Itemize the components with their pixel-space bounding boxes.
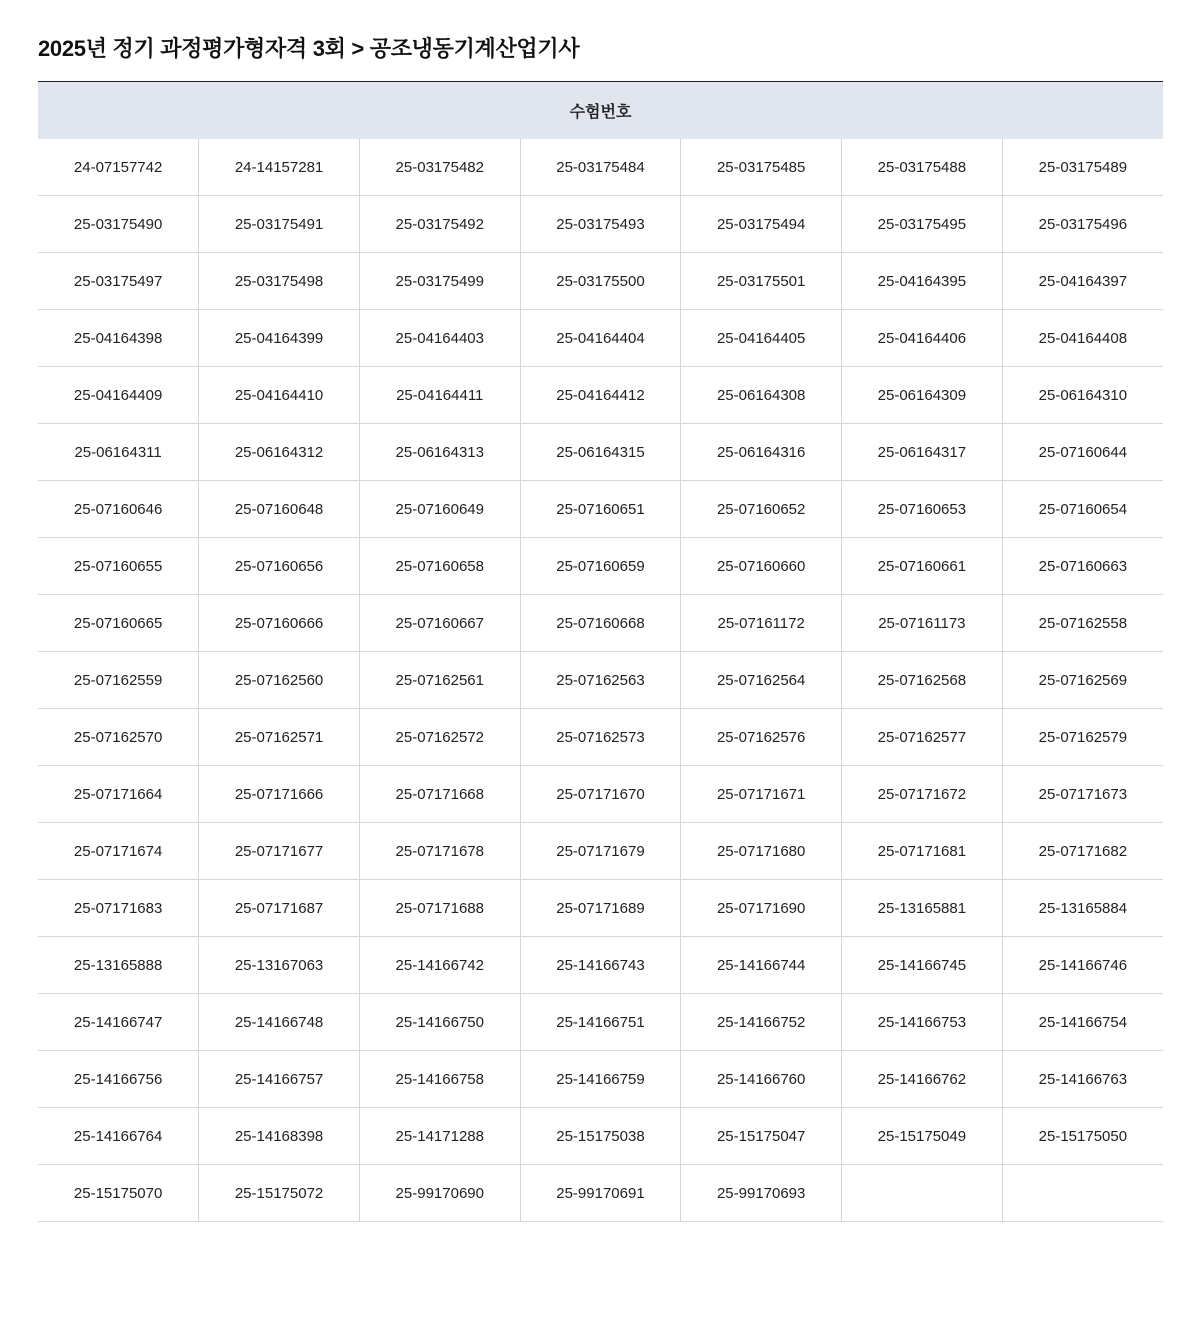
exam-number-cell: 25-07160644 (1002, 424, 1163, 481)
exam-number-cell: 25-03175491 (199, 196, 360, 253)
exam-number-cell: 25-15175047 (681, 1108, 842, 1165)
exam-number-cell: 25-14166746 (1002, 937, 1163, 994)
exam-number-cell: 25-15175072 (199, 1165, 360, 1222)
exam-number-table (38, 81, 1163, 1222)
exam-number-cell: 25-13165884 (1002, 880, 1163, 937)
exam-number-cell: 25-14166745 (842, 937, 1003, 994)
exam-number-cell: 25-15175070 (38, 1165, 199, 1222)
exam-number-cell: 25-07160655 (38, 538, 199, 595)
exam-number-cell: 25-07160653 (842, 481, 1003, 538)
exam-number-cell: 25-07160649 (359, 481, 520, 538)
exam-number-cell: 25-07162564 (681, 652, 842, 709)
exam-number-cell: 25-14168398 (199, 1108, 360, 1165)
exam-number-cell: 25-07171668 (359, 766, 520, 823)
page-title: 2025년 정기 과정평가형자격 3회 > 공조냉동기계산업기사 (38, 36, 580, 61)
exam-number-cell: 25-07162570 (38, 709, 199, 766)
exam-number-cell: 25-07160667 (359, 595, 520, 652)
table-row (38, 766, 1163, 823)
exam-number-cell: 25-07171670 (520, 766, 681, 823)
exam-number-cell: 25-07162560 (199, 652, 360, 709)
exam-number-cell: 25-07162563 (520, 652, 681, 709)
exam-number-cell: 25-07171672 (842, 766, 1003, 823)
exam-number-cell: 25-04164410 (199, 367, 360, 424)
exam-number-cell: 25-03175490 (38, 196, 199, 253)
exam-number-cell: 25-06164315 (520, 424, 681, 481)
exam-number-cell: 25-06164317 (842, 424, 1003, 481)
exam-number-cell: 25-07171680 (681, 823, 842, 880)
table-row (38, 1165, 1163, 1222)
exam-number-cell: 25-07171689 (520, 880, 681, 937)
exam-number-cell: 25-04164412 (520, 367, 681, 424)
exam-number-cell: 25-06164313 (359, 424, 520, 481)
exam-number-cell: 25-07171683 (38, 880, 199, 937)
exam-number-cell: 25-04164398 (38, 310, 199, 367)
exam-number-cell: 25-07171673 (1002, 766, 1163, 823)
exam-number-cell: 25-07162579 (1002, 709, 1163, 766)
exam-number-cell: 25-07162561 (359, 652, 520, 709)
exam-number-cell: 25-07171688 (359, 880, 520, 937)
exam-number-cell: 25-14166762 (842, 1051, 1003, 1108)
exam-number-cell: 25-03175497 (38, 253, 199, 310)
table-head (38, 82, 1163, 140)
exam-number-cell: 25-07171681 (842, 823, 1003, 880)
table-row (38, 595, 1163, 652)
exam-number-cell: 25-03175485 (681, 139, 842, 196)
exam-number-cell: 25-04164411 (359, 367, 520, 424)
exam-number-cell: 25-07162572 (359, 709, 520, 766)
exam-number-cell: 25-06164316 (681, 424, 842, 481)
table-row (38, 709, 1163, 766)
table-row (38, 367, 1163, 424)
exam-number-cell: 25-14171288 (359, 1108, 520, 1165)
exam-number-cell: 25-07171690 (681, 880, 842, 937)
exam-number-cell: 25-14166753 (842, 994, 1003, 1051)
exam-number-cell: 25-07160646 (38, 481, 199, 538)
exam-number-cell: 25-03175495 (842, 196, 1003, 253)
exam-number-cell: 25-14166748 (199, 994, 360, 1051)
exam-number-cell: 25-15175038 (520, 1108, 681, 1165)
exam-number-cell: 25-07161172 (681, 595, 842, 652)
exam-number-cell: 25-07171687 (199, 880, 360, 937)
exam-number-cell: 25-04164403 (359, 310, 520, 367)
exam-number-cell: 25-04164408 (1002, 310, 1163, 367)
exam-number-cell: 25-03175484 (520, 139, 681, 196)
exam-number-cell: 25-07162573 (520, 709, 681, 766)
exam-number-cell: 25-07160648 (199, 481, 360, 538)
exam-number-cell: 25-07160666 (199, 595, 360, 652)
exam-number-cell: 25-15175050 (1002, 1108, 1163, 1165)
exam-number-cell: 25-07160654 (1002, 481, 1163, 538)
exam-number-cell: 25-07162559 (38, 652, 199, 709)
exam-number-cell: 25-99170691 (520, 1165, 681, 1222)
exam-number-cell: 25-04164404 (520, 310, 681, 367)
table-row (38, 823, 1163, 880)
column-header-exam-number: 수험번호 (38, 82, 1163, 140)
exam-number-cell: 25-07161173 (842, 595, 1003, 652)
exam-number-cell: 25-07160665 (38, 595, 199, 652)
table-row (38, 937, 1163, 994)
exam-number-cell: 24-14157281 (199, 139, 360, 196)
exam-number-cell: 25-06164310 (1002, 367, 1163, 424)
exam-number-cell: 25-04164397 (1002, 253, 1163, 310)
exam-number-cell: 25-03175499 (359, 253, 520, 310)
table-row (38, 310, 1163, 367)
exam-number-cell: 25-14166754 (1002, 994, 1163, 1051)
exam-number-cell: 25-99170693 (681, 1165, 842, 1222)
exam-number-cell: 25-14166764 (38, 1108, 199, 1165)
exam-number-cell: 25-14166760 (681, 1051, 842, 1108)
exam-number-cell: 25-04164406 (842, 310, 1003, 367)
exam-number-cell: 25-07160658 (359, 538, 520, 595)
exam-number-cell: 25-14166756 (38, 1051, 199, 1108)
exam-number-cell: 25-07162577 (842, 709, 1003, 766)
table-row (38, 139, 1163, 196)
exam-number-cell: 25-03175493 (520, 196, 681, 253)
exam-number-cell: 24-07157742 (38, 139, 199, 196)
table-row (38, 424, 1163, 481)
exam-number-cell: 25-07171664 (38, 766, 199, 823)
exam-number-cell: 25-13167063 (199, 937, 360, 994)
exam-number-cell: 25-04164409 (38, 367, 199, 424)
exam-number-cell: 25-03175496 (1002, 196, 1163, 253)
exam-number-cell: 25-03175492 (359, 196, 520, 253)
exam-number-cell: 25-99170690 (359, 1165, 520, 1222)
empty-cell (842, 1165, 1003, 1222)
exam-number-cell: 25-13165881 (842, 880, 1003, 937)
exam-number-cell: 25-03175500 (520, 253, 681, 310)
exam-number-cell: 25-14166763 (1002, 1051, 1163, 1108)
table-row (38, 994, 1163, 1051)
table-row (38, 196, 1163, 253)
exam-number-cell: 25-03175494 (681, 196, 842, 253)
exam-number-table-container (38, 81, 1163, 1222)
exam-number-cell: 25-07162558 (1002, 595, 1163, 652)
exam-number-cell: 25-03175501 (681, 253, 842, 310)
exam-number-cell: 25-14166758 (359, 1051, 520, 1108)
exam-number-cell: 25-06164308 (681, 367, 842, 424)
exam-number-cell: 25-03175489 (1002, 139, 1163, 196)
exam-number-cell: 25-15175049 (842, 1108, 1003, 1165)
exam-number-cell: 25-07160660 (681, 538, 842, 595)
exam-number-cell: 25-14166742 (359, 937, 520, 994)
exam-number-cell: 25-07162571 (199, 709, 360, 766)
exam-number-cell: 25-13165888 (38, 937, 199, 994)
table-row (38, 481, 1163, 538)
exam-number-cell: 25-03175498 (199, 253, 360, 310)
table-row (38, 538, 1163, 595)
table-header-row (38, 82, 1163, 140)
exam-number-cell: 25-14166751 (520, 994, 681, 1051)
exam-number-cell: 25-06164309 (842, 367, 1003, 424)
exam-number-cell: 25-07160652 (681, 481, 842, 538)
exam-number-cell: 25-07171679 (520, 823, 681, 880)
exam-number-cell: 25-03175488 (842, 139, 1003, 196)
exam-number-cell: 25-04164405 (681, 310, 842, 367)
exam-number-cell: 25-07171666 (199, 766, 360, 823)
exam-number-cell: 25-07160651 (520, 481, 681, 538)
empty-cell (1002, 1165, 1163, 1222)
exam-number-cell: 25-07171682 (1002, 823, 1163, 880)
exam-number-cell: 25-03175482 (359, 139, 520, 196)
exam-number-cell: 25-07160656 (199, 538, 360, 595)
table-row (38, 253, 1163, 310)
exam-number-cell: 25-14166743 (520, 937, 681, 994)
exam-number-cell: 25-14166750 (359, 994, 520, 1051)
table-row (38, 652, 1163, 709)
table-row (38, 1051, 1163, 1108)
exam-number-cell: 25-14166747 (38, 994, 199, 1051)
exam-number-cell: 25-07171671 (681, 766, 842, 823)
exam-number-cell: 25-07171678 (359, 823, 520, 880)
exam-number-cell: 25-07162568 (842, 652, 1003, 709)
exam-number-cell: 25-07160668 (520, 595, 681, 652)
exam-number-cell: 25-14166757 (199, 1051, 360, 1108)
exam-number-cell: 25-06164312 (199, 424, 360, 481)
table-row (38, 880, 1163, 937)
exam-number-cell: 25-07171677 (199, 823, 360, 880)
exam-number-cell: 25-07171674 (38, 823, 199, 880)
exam-number-cell: 25-04164399 (199, 310, 360, 367)
exam-number-cell: 25-14166759 (520, 1051, 681, 1108)
exam-number-cell: 25-04164395 (842, 253, 1003, 310)
table-row (38, 1108, 1163, 1165)
exam-number-cell: 25-06164311 (38, 424, 199, 481)
exam-number-cell: 25-07160661 (842, 538, 1003, 595)
exam-number-cell: 25-07160663 (1002, 538, 1163, 595)
exam-number-cell: 25-14166752 (681, 994, 842, 1051)
table-body (38, 139, 1163, 1222)
exam-number-cell: 25-07160659 (520, 538, 681, 595)
exam-number-cell: 25-07162576 (681, 709, 842, 766)
exam-number-cell: 25-07162569 (1002, 652, 1163, 709)
exam-number-cell: 25-14166744 (681, 937, 842, 994)
